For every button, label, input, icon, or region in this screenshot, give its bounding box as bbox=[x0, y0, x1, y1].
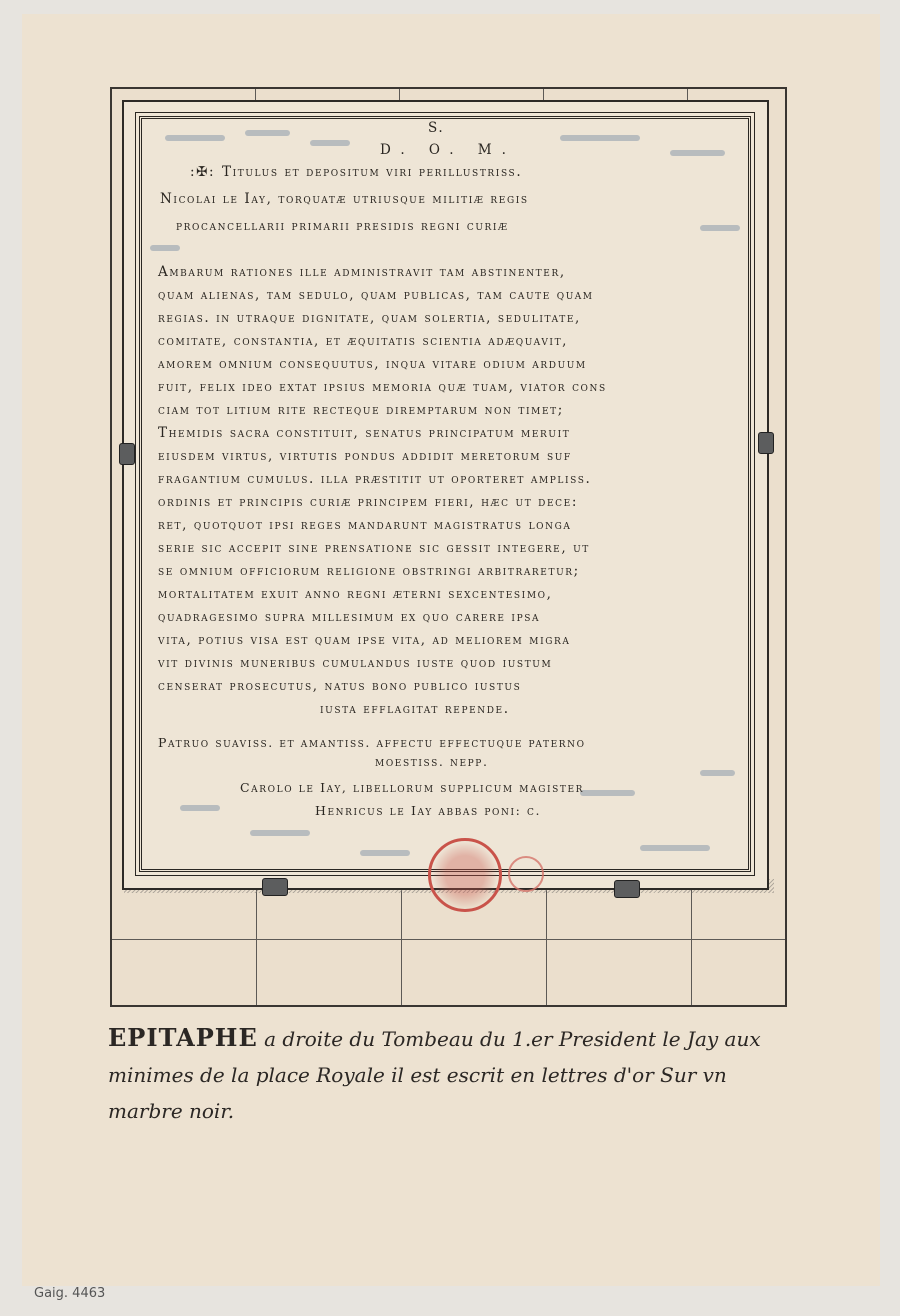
inscription-line-6: regias. in utraque dignitate, quam solertia, sedulitate, bbox=[158, 310, 581, 326]
inscription-line-19: quadragesimo supra millesimum ex quo carere ipsa bbox=[158, 609, 541, 625]
inscription-line-1: Titulus et depositum viri perillustriss. bbox=[222, 164, 523, 180]
library-stamp bbox=[428, 838, 502, 912]
inscription-line-14: ordinis et principis curiæ principem fieri, hæc ut dece: bbox=[158, 494, 578, 510]
caption-text-2: minimes de la place Royale il est escrit en lettres d'or Sur vn bbox=[108, 1063, 727, 1087]
cross-symbol: :✠: bbox=[190, 164, 216, 180]
caption-text-3: marbre noir. bbox=[108, 1099, 235, 1123]
bottom-clip-right bbox=[614, 880, 640, 898]
inscription-line-9: fuit, felix ideo extat ipsius memoria quæ tuam, viator cons bbox=[158, 379, 607, 395]
dedication-line-4: Henricus le Iay abbas poni: c. bbox=[315, 803, 542, 818]
dedication-line-1: Patruo suaviss. et amantiss. affectu effectuque paterno bbox=[158, 735, 586, 750]
caption bbox=[108, 1020, 828, 1129]
inscription-line-16: serie sic accepit sine prensatione sic gessit integere, ut bbox=[158, 540, 590, 556]
inscription-line-17: se omnium officiorum religione obstringi arbitraretur; bbox=[158, 563, 580, 579]
caption-text-1: a droite du Tombeau du 1.er President le Jay aux bbox=[257, 1027, 761, 1051]
side-clip-right bbox=[758, 432, 774, 454]
inscription-line-20: vita, potius visa est quam ipse vita, ad meliorem migra bbox=[158, 632, 571, 648]
inscription-line-12: eiusdem virtus, virtutis pondus addidit meretorum suf bbox=[158, 448, 572, 464]
inscription-dom: D. O. M. bbox=[380, 142, 516, 158]
bottom-clip-left bbox=[262, 878, 288, 896]
inscription-line-7: comitate, constantia, et æquitatis scientia adæquavit, bbox=[158, 333, 569, 349]
dedication-line-3: Carolo le Iay, libellorum supplicum magister bbox=[240, 780, 585, 795]
small-stamp bbox=[508, 856, 544, 892]
dedication-line-2: moestiss. nepp. bbox=[375, 754, 489, 769]
inscription-line-10: ciam tot litium rite recteque diremptarum non timet; bbox=[158, 402, 564, 418]
inscription-line-4: Ambarum rationes ille administravit tam abstinenter, bbox=[158, 264, 566, 280]
inscription-line-22: censerat prosecutus, natus bono publico iustus bbox=[158, 678, 522, 694]
inscription-line-15: ret, quotquot ipsi reges mandarunt magistratus longa bbox=[158, 517, 572, 533]
side-clip-left bbox=[119, 443, 135, 465]
caption-line-1 bbox=[108, 1020, 828, 1057]
inscription-line-5: quam alienas, tam sedulo, quam publicas, tam caute quam bbox=[158, 287, 594, 303]
caption-title: EPITAPHE bbox=[108, 1023, 258, 1052]
inscription-line-8: amorem omnium consequutus, inqua vitare odium arduum bbox=[158, 356, 587, 372]
inscription-line-23: iusta efflagitat repende. bbox=[320, 701, 510, 717]
inscription-line-2: Nicolai le Iay, torquatæ utriusque militiæ regis bbox=[160, 191, 529, 207]
inscription-s: S. bbox=[428, 120, 445, 136]
inscription-line-21: vit divinis muneribus cumulandus iuste quod iustum bbox=[158, 655, 553, 671]
inscription-line-18: mortalitatem exuit anno regni æterni sexcentesimo, bbox=[158, 586, 553, 602]
shelfmark: Gaig. 4463 bbox=[34, 1286, 106, 1301]
inscription-line-13: fragantium cumulus. illa præstitit ut oporteret ampliss. bbox=[158, 471, 592, 487]
inscription-line-3: procancellarii primarii presidis regni curiæ bbox=[176, 218, 509, 234]
inscription-line-11: Themidis sacra constituit, senatus principatum meruit bbox=[158, 425, 571, 441]
